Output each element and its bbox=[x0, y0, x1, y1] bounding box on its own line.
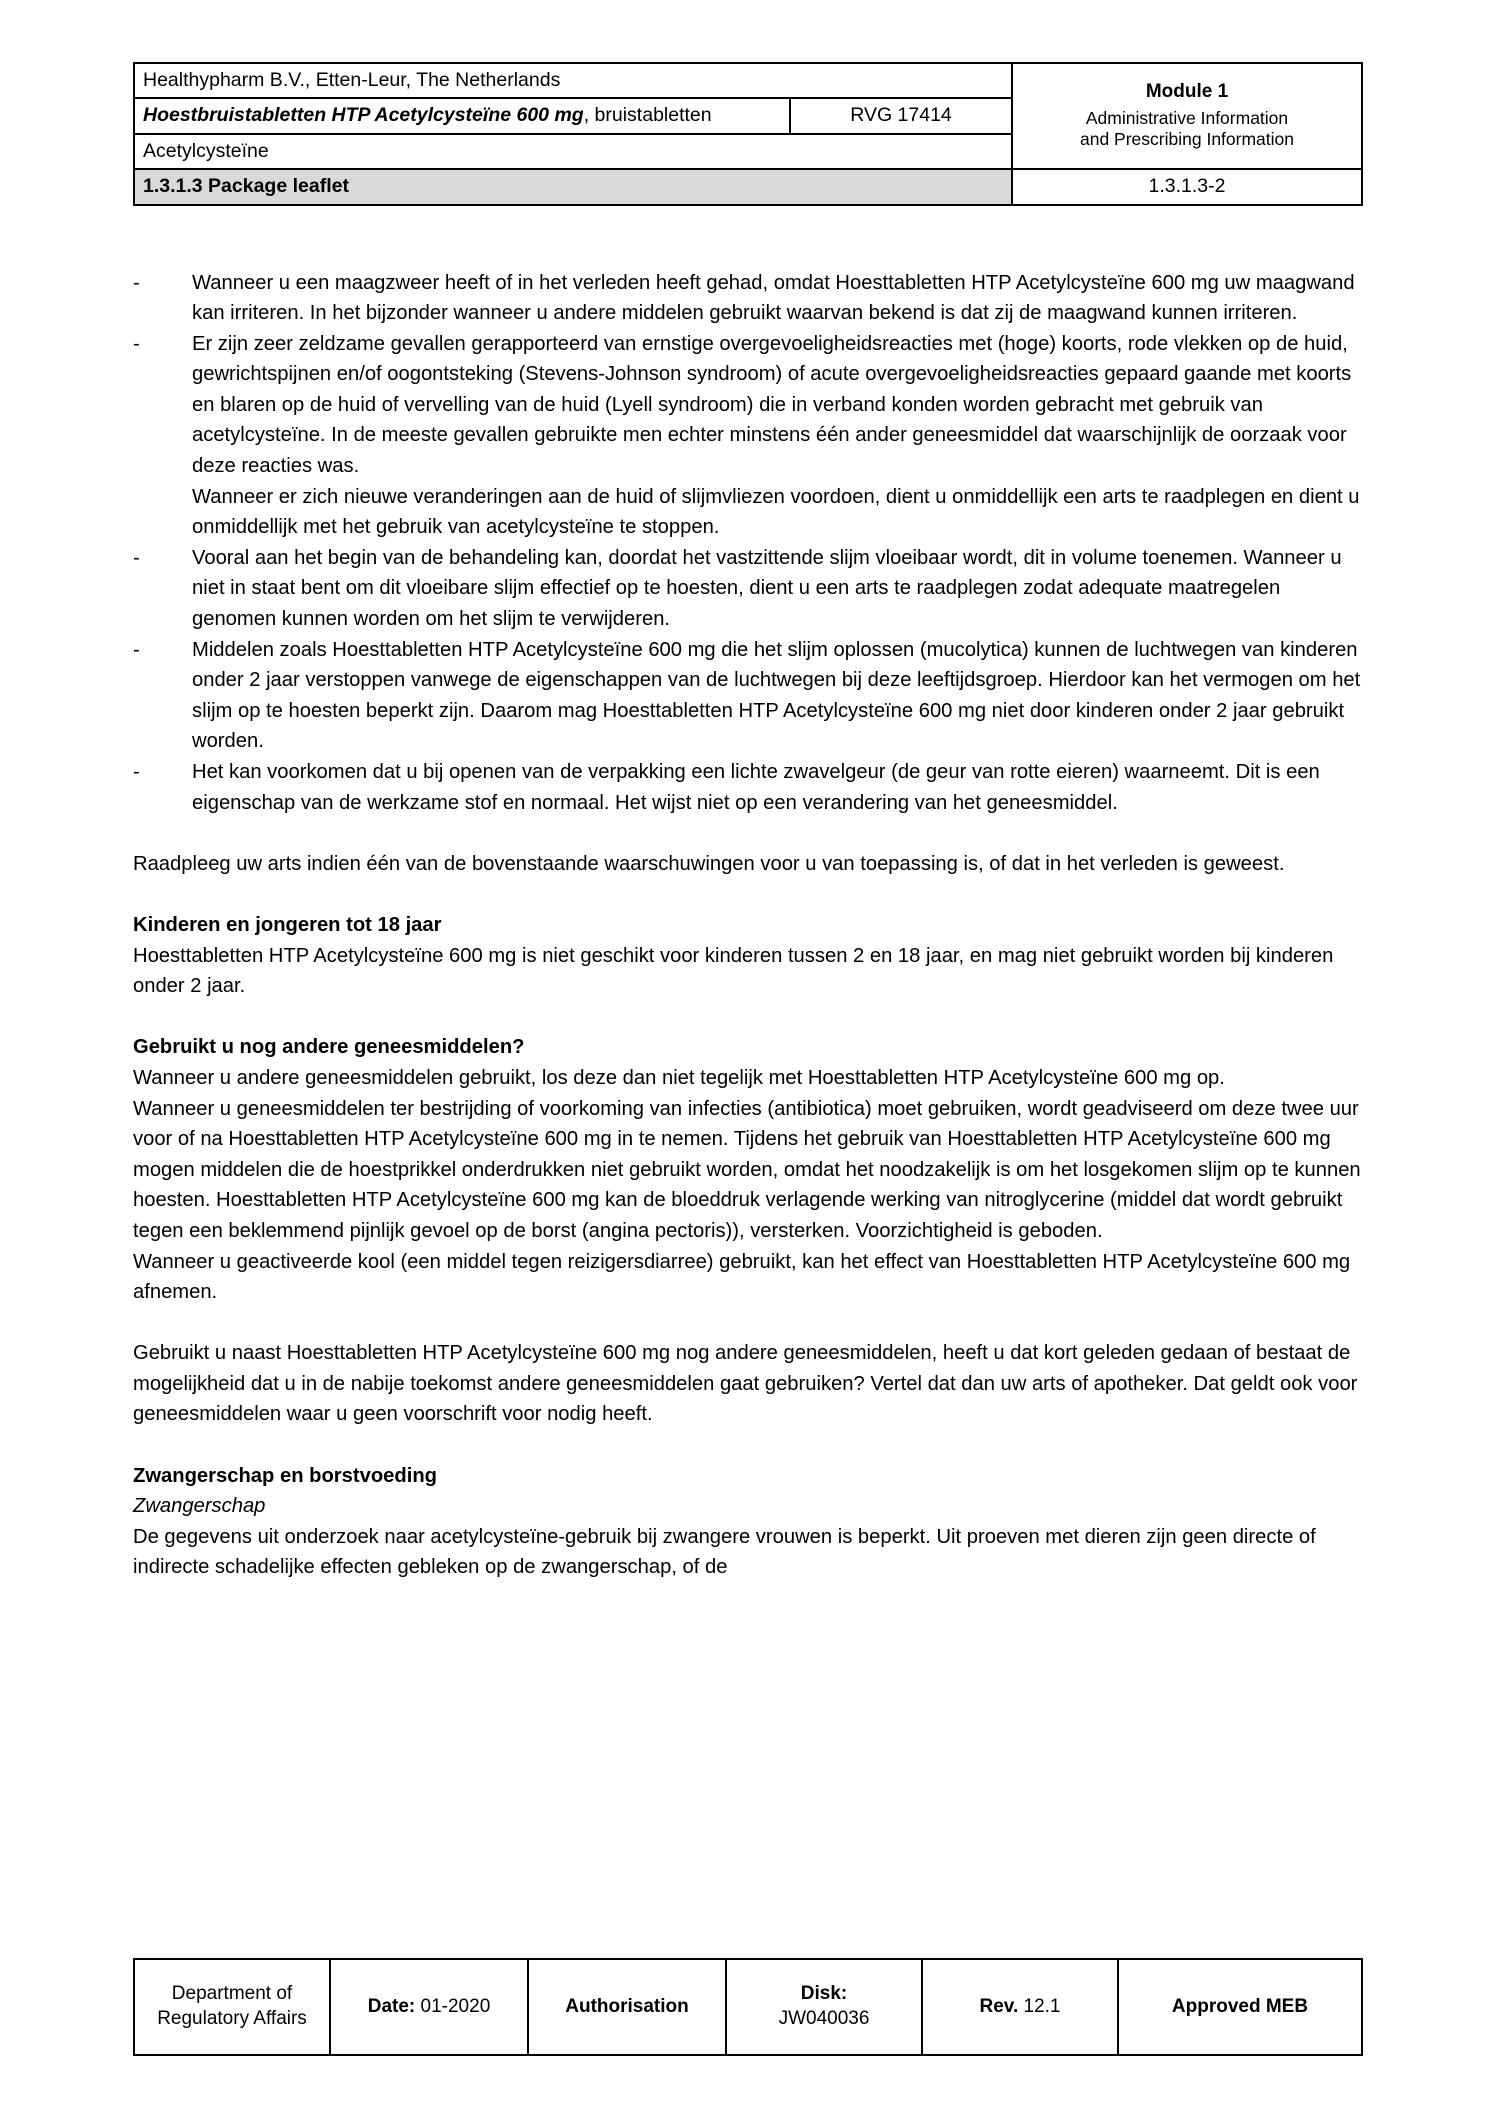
rev-label: Rev. bbox=[979, 1995, 1019, 2017]
bullet-marker: - bbox=[133, 271, 140, 294]
page-reference: 1.3.1.3-2 bbox=[1012, 169, 1362, 204]
bullet-paragraph-continued: Wanneer er zich nieuwe veranderingen aan de huid of slijmvliezen voordoen, dient u onmiddellijk een arts te raadplegen en dient u onmiddellijk met het gebruik van acetylcysteïne te stoppen. bbox=[192, 485, 1360, 539]
authorisation-label: Authorisation bbox=[565, 1995, 689, 2017]
product-form: , bruistabletten bbox=[583, 104, 712, 127]
spacer bbox=[133, 1002, 1361, 1033]
header-row-section bbox=[134, 169, 1362, 204]
bullet-marker: - bbox=[133, 332, 140, 355]
footer-department-cell bbox=[134, 1959, 330, 2055]
bullet-paragraph: Het kan voorkomen dat u bij openen van de verpakking een lichte zwavelgeur (de geur van rotte eieren) waarneemt. Dit is een eigenschap van de werkzame stof en normaal. Het wijst niet op een verandering van het geneesmiddel. bbox=[192, 761, 1320, 814]
warnings-bullet-list bbox=[133, 268, 1361, 819]
section-heading-other-medicines: Gebruikt u nog andere geneesmiddelen? bbox=[133, 1036, 525, 1059]
section-paragraph-pregnancy: De gegevens uit onderzoek naar acetylcysteïne-gebruik bij zwangere vrouwen is beperkt. Uit proeven met dieren zijn geen directe of indirecte schadelijke effecten gebleken op de zwangerschap, of de bbox=[133, 1525, 1316, 1579]
bullet-marker: - bbox=[133, 761, 140, 783]
page-title: 1.3.1.3 Package leaflet bbox=[134, 169, 1012, 204]
rev-value: 12.1 bbox=[1018, 1995, 1061, 2017]
date-value: 01-2020 bbox=[415, 1995, 491, 2017]
date-label: Date: bbox=[367, 1995, 416, 2017]
document-footer bbox=[133, 1958, 1361, 2056]
bullet-paragraph: Middelen zoals Hoesttabletten HTP Acetylcysteïne 600 mg die het slijm oplossen (mucolytica) kunnen de luchtwegen van kinderen onder 2 jaar verstoppen vanwege de eigenschappen van de luchtwegen bij deze leeftijdsgroep. Hierdoor kan het vermogen om het slijm op te hoesten beperkt zijn. Daarom mag Hoesttabletten HTP Acetylcysteïne 600 mg niet door kinderen onder 2 jaar gebruikt worden. bbox=[192, 638, 1361, 753]
section-paragraph-other-medicines-2: Wanneer u geneesmiddelen ter bestrijding of voorkoming van infecties (antibiotica) moet gebruiken, wordt geadviseerd om deze twee uur voor of na Hoesttabletten HTP Acetylcysteïne 600 mg in te nemen. Tijdens het gebruik van Hoesttabletten HTP Acetylcysteïne 600 mg mogen middelen die de hoestprikkel onderdrukken niet gebruikt worden, omdat het noodzakelijk is om het losgekomen slijm op te kunnen hoesten. Hoesttabletten HTP Acetylcysteïne 600 mg kan de bloeddruk verlagende werking van nitroglycerine (middel dat wordt gebruikt tegen een beklemmend pijnlijk gevoel op de borst (angina pectoris)), versterken. Voorzichtigheid is geboden. bbox=[133, 1097, 1361, 1242]
department-line-1: Department of bbox=[171, 1983, 293, 2005]
spacer bbox=[133, 818, 1361, 849]
bullet-marker: - bbox=[133, 546, 140, 569]
section-subheading-pregnancy: Zwangerschap bbox=[133, 1495, 266, 1518]
section-heading-children: Kinderen en jongeren tot 18 jaar bbox=[133, 913, 442, 936]
header-company-cell bbox=[134, 63, 1012, 98]
spacer bbox=[133, 879, 1361, 910]
table-row bbox=[134, 1959, 1362, 2055]
module-title: Module 1 bbox=[1145, 80, 1229, 102]
header-product-cell bbox=[134, 98, 790, 133]
footer-rev-cell bbox=[922, 1959, 1118, 2055]
module-subtitle-line2: and Prescribing Information bbox=[1080, 129, 1294, 150]
list-item bbox=[133, 543, 1361, 635]
footer-authorisation-cell bbox=[528, 1959, 726, 2055]
module-subtitle-line1: Administrative Information bbox=[1085, 107, 1289, 128]
list-item bbox=[133, 757, 1361, 818]
approved-label: Approved MEB bbox=[1171, 1995, 1309, 2017]
list-item bbox=[133, 329, 1361, 543]
header-module-cell bbox=[1012, 63, 1362, 169]
page-content bbox=[133, 62, 1361, 1583]
document-header-table bbox=[133, 62, 1363, 206]
bullet-paragraph: Er zijn zeer zeldzame gevallen gerapporteerd van ernstige overgevoeligheidsreacties met (hoge) koorts, rode vlekken op de huid, gewrichtspijnen en/of oogontsteking (Stevens-Johnson syndroom) of acute overgevoeligheidsreacties gepaard gaande met koorts en blaren op de huid of vervelling van de huid (Lyell syndroom) die in verband konden worden gebracht met gebruik van acetylcysteïne. In de meeste gevallen gebruikte men echter minstens één ander geneesmiddel dat waarschijnlijk de oorzaak voor deze reacties was. bbox=[192, 332, 1352, 478]
spacer bbox=[133, 1430, 1361, 1461]
section-paragraph-other-medicines-trailing: Gebruikt u naast Hoesttabletten HTP Acetylcysteïne 600 mg nog andere geneesmiddelen, heeft u dat kort geleden gedaan of bestaat de mogelijkheid dat u in de nabije toekomst andere geneesmiddelen gaat gebruiken? Vertel dat dan uw arts of apotheker. Dat geldt ook voor geneesmiddelen waar u geen voorschrift voor nodig heeft. bbox=[133, 1342, 1358, 1426]
bullet-marker: - bbox=[133, 638, 140, 661]
list-item bbox=[133, 635, 1361, 757]
footer-approved-cell bbox=[1118, 1959, 1362, 2055]
header-substance-cell: Acetylcysteïne bbox=[134, 134, 1012, 169]
section-paragraph-children: Hoesttabletten HTP Acetylcysteïne 600 mg is niet geschikt voor kinderen tussen 2 en 18 jaar, en mag niet gebruikt worden bij kinderen onder 2 jaar. bbox=[133, 944, 1334, 998]
product-name: Hoestbruistabletten HTP Acetylcysteïne 600 mg bbox=[143, 104, 584, 127]
leaflet-body bbox=[133, 268, 1361, 1584]
department-line-2: Regulatory Affairs bbox=[157, 2008, 307, 2029]
bullet-paragraph: Vooral aan het begin van de behandeling kan, doordat het vastzittende slijm vloeibaar wordt, dit in volume toenemen. Wanneer u niet in staat bent om dit vloeibare slijm effectief op te hoesten, dient u een arts te raadplegen zodat adequate maatregelen genomen kunnen worden om het slijm te verwijderen. bbox=[192, 546, 1342, 631]
company-name: Healthypharm B.V., Etten-Leur, The Netherlands bbox=[143, 69, 561, 91]
section-heading-pregnancy: Zwangerschap en borstvoeding bbox=[133, 1464, 437, 1487]
section-paragraph-other-medicines-3: Wanneer u geactiveerde kool (een middel tegen reizigersdiarree) gebruikt, kan het effect van Hoesttabletten HTP Acetylcysteïne 600 mg afnemen. bbox=[133, 1250, 1351, 1304]
bullet-paragraph: Wanneer u een maagzweer heeft of in het verleden heeft gehad, omdat Hoesttabletten HTP Acetylcysteïne 600 mg uw maagwand kan irriteren. In het bijzonder wanneer u andere middelen gebruikt waarvan bekend is dat zij de maagwand kunnen irriteren. bbox=[192, 271, 1355, 325]
list-item bbox=[133, 268, 1361, 329]
footer-disk-cell bbox=[726, 1959, 922, 2055]
disk-label: Disk: bbox=[800, 1983, 848, 2005]
consult-doctor-paragraph: Raadpleeg uw arts indien één van de bovenstaande waarschuwingen voor u van toepassing is, of dat in het verleden is geweest. bbox=[133, 852, 1285, 875]
document-footer-table bbox=[133, 1958, 1363, 2056]
disk-value: JW040036 bbox=[778, 2008, 870, 2029]
header-row-company bbox=[134, 63, 1362, 98]
footer-date-cell bbox=[330, 1959, 528, 2055]
section-paragraph-other-medicines-1: Wanneer u andere geneesmiddelen gebruikt, los deze dan niet tegelijk met Hoesttabletten HTP Acetylcysteïne 600 mg op. bbox=[133, 1066, 1225, 1089]
header-rvg-cell: RVG 17414 bbox=[790, 98, 1012, 133]
spacer bbox=[133, 1308, 1361, 1339]
